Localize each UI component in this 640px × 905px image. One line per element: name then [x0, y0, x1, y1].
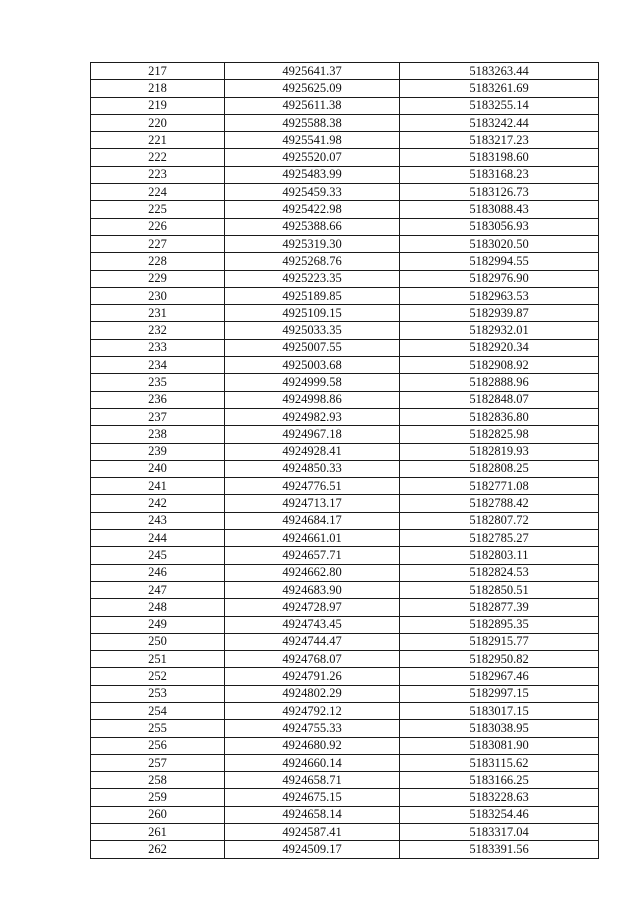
table-row [91, 357, 599, 374]
point-number-cell: 239 [91, 443, 225, 460]
y-coordinate-cell: 5183228.63 [400, 789, 599, 806]
table-row [91, 478, 599, 495]
x-coordinate-cell: 4924967.18 [225, 426, 400, 443]
y-coordinate-cell: 5183261.69 [400, 80, 599, 97]
x-coordinate-cell: 4924658.71 [225, 772, 400, 789]
x-coordinate-cell: 4925033.35 [225, 322, 400, 339]
table-row [91, 616, 599, 633]
point-number-cell: 237 [91, 408, 225, 425]
y-coordinate-cell: 5182819.93 [400, 443, 599, 460]
table-row [91, 530, 599, 547]
x-coordinate-cell: 4924657.71 [225, 547, 400, 564]
y-coordinate-cell: 5182888.96 [400, 374, 599, 391]
point-number-cell: 241 [91, 478, 225, 495]
table-row [91, 132, 599, 149]
point-number-cell: 230 [91, 287, 225, 304]
table-row [91, 495, 599, 512]
y-coordinate-cell: 5182976.90 [400, 270, 599, 287]
y-coordinate-cell: 5182803.11 [400, 547, 599, 564]
y-coordinate-cell: 5183166.25 [400, 772, 599, 789]
x-coordinate-cell: 4925422.98 [225, 201, 400, 218]
point-number-cell: 228 [91, 253, 225, 270]
point-number-cell: 218 [91, 80, 225, 97]
point-number-cell: 250 [91, 633, 225, 650]
table-row [91, 184, 599, 201]
table-row [91, 702, 599, 719]
y-coordinate-cell: 5183242.44 [400, 114, 599, 131]
point-number-cell: 248 [91, 599, 225, 616]
point-number-cell: 247 [91, 581, 225, 598]
table-row [91, 737, 599, 754]
x-coordinate-cell: 4924791.26 [225, 668, 400, 685]
x-coordinate-cell: 4924802.29 [225, 685, 400, 702]
table-row [91, 322, 599, 339]
point-number-cell: 226 [91, 218, 225, 235]
table-row [91, 754, 599, 771]
table-row [91, 841, 599, 858]
y-coordinate-cell: 5182788.42 [400, 495, 599, 512]
y-coordinate-cell: 5183198.60 [400, 149, 599, 166]
x-coordinate-cell: 4924743.45 [225, 616, 400, 633]
x-coordinate-cell: 4925268.76 [225, 253, 400, 270]
y-coordinate-cell: 5182785.27 [400, 530, 599, 547]
y-coordinate-cell: 5182950.82 [400, 651, 599, 668]
table-row [91, 235, 599, 252]
x-coordinate-cell: 4925223.35 [225, 270, 400, 287]
x-coordinate-cell: 4924662.80 [225, 564, 400, 581]
table-row [91, 564, 599, 581]
point-number-cell: 236 [91, 391, 225, 408]
y-coordinate-cell: 5182908.92 [400, 357, 599, 374]
x-coordinate-cell: 4924928.41 [225, 443, 400, 460]
x-coordinate-cell: 4924683.90 [225, 581, 400, 598]
table-row [91, 201, 599, 218]
coordinate-table-body [91, 63, 599, 859]
y-coordinate-cell: 5182808.25 [400, 460, 599, 477]
table-row [91, 270, 599, 287]
point-number-cell: 246 [91, 564, 225, 581]
x-coordinate-cell: 4925483.99 [225, 166, 400, 183]
x-coordinate-cell: 4925459.33 [225, 184, 400, 201]
y-coordinate-cell: 5183263.44 [400, 63, 599, 80]
y-coordinate-cell: 5182824.53 [400, 564, 599, 581]
point-number-cell: 243 [91, 512, 225, 529]
y-coordinate-cell: 5183038.95 [400, 720, 599, 737]
y-coordinate-cell: 5182994.55 [400, 253, 599, 270]
x-coordinate-cell: 4924587.41 [225, 824, 400, 841]
table-row [91, 789, 599, 806]
table-row [91, 339, 599, 356]
point-number-cell: 231 [91, 305, 225, 322]
point-number-cell: 240 [91, 460, 225, 477]
point-number-cell: 224 [91, 184, 225, 201]
point-number-cell: 249 [91, 616, 225, 633]
point-number-cell: 256 [91, 737, 225, 754]
table-row [91, 218, 599, 235]
x-coordinate-cell: 4924680.92 [225, 737, 400, 754]
table-row [91, 668, 599, 685]
x-coordinate-cell: 4924660.14 [225, 754, 400, 771]
x-coordinate-cell: 4925109.15 [225, 305, 400, 322]
y-coordinate-cell: 5183088.43 [400, 201, 599, 218]
x-coordinate-cell: 4924728.97 [225, 599, 400, 616]
point-number-cell: 219 [91, 97, 225, 114]
y-coordinate-cell: 5182877.39 [400, 599, 599, 616]
point-number-cell: 221 [91, 132, 225, 149]
table-row [91, 547, 599, 564]
x-coordinate-cell: 4924999.58 [225, 374, 400, 391]
x-coordinate-cell: 4925541.98 [225, 132, 400, 149]
point-number-cell: 262 [91, 841, 225, 858]
table-row [91, 633, 599, 650]
point-number-cell: 260 [91, 806, 225, 823]
x-coordinate-cell: 4925611.38 [225, 97, 400, 114]
y-coordinate-cell: 5182836.80 [400, 408, 599, 425]
point-number-cell: 233 [91, 339, 225, 356]
table-row [91, 806, 599, 823]
point-number-cell: 235 [91, 374, 225, 391]
point-number-cell: 261 [91, 824, 225, 841]
point-number-cell: 223 [91, 166, 225, 183]
y-coordinate-cell: 5182825.98 [400, 426, 599, 443]
y-coordinate-cell: 5182932.01 [400, 322, 599, 339]
point-number-cell: 222 [91, 149, 225, 166]
point-number-cell: 253 [91, 685, 225, 702]
point-number-cell: 252 [91, 668, 225, 685]
y-coordinate-cell: 5183081.90 [400, 737, 599, 754]
y-coordinate-cell: 5183126.73 [400, 184, 599, 201]
table-row [91, 374, 599, 391]
table-row [91, 460, 599, 477]
point-number-cell: 244 [91, 530, 225, 547]
table-row [91, 720, 599, 737]
point-number-cell: 227 [91, 235, 225, 252]
x-coordinate-cell: 4925189.85 [225, 287, 400, 304]
y-coordinate-cell: 5182771.08 [400, 478, 599, 495]
table-row [91, 391, 599, 408]
x-coordinate-cell: 4925625.09 [225, 80, 400, 97]
x-coordinate-cell: 4924684.17 [225, 512, 400, 529]
y-coordinate-cell: 5183115.62 [400, 754, 599, 771]
x-coordinate-cell: 4924755.33 [225, 720, 400, 737]
x-coordinate-cell: 4924658.14 [225, 806, 400, 823]
y-coordinate-cell: 5182850.51 [400, 581, 599, 598]
point-number-cell: 259 [91, 789, 225, 806]
x-coordinate-cell: 4924768.07 [225, 651, 400, 668]
point-number-cell: 232 [91, 322, 225, 339]
y-coordinate-cell: 5183020.50 [400, 235, 599, 252]
x-coordinate-cell: 4925388.66 [225, 218, 400, 235]
y-coordinate-cell: 5183017.15 [400, 702, 599, 719]
y-coordinate-cell: 5183254.46 [400, 806, 599, 823]
y-coordinate-cell: 5183056.93 [400, 218, 599, 235]
y-coordinate-cell: 5182895.35 [400, 616, 599, 633]
y-coordinate-cell: 5182997.15 [400, 685, 599, 702]
y-coordinate-cell: 5183217.23 [400, 132, 599, 149]
x-coordinate-cell: 4924744.47 [225, 633, 400, 650]
table-row [91, 426, 599, 443]
x-coordinate-cell: 4924850.33 [225, 460, 400, 477]
point-number-cell: 242 [91, 495, 225, 512]
point-number-cell: 229 [91, 270, 225, 287]
table-row [91, 651, 599, 668]
x-coordinate-cell: 4924675.15 [225, 789, 400, 806]
x-coordinate-cell: 4925319.30 [225, 235, 400, 252]
table-row [91, 253, 599, 270]
table-row [91, 166, 599, 183]
coordinate-table [90, 62, 599, 859]
point-number-cell: 254 [91, 702, 225, 719]
y-coordinate-cell: 5182967.46 [400, 668, 599, 685]
y-coordinate-cell: 5182848.07 [400, 391, 599, 408]
table-row [91, 63, 599, 80]
y-coordinate-cell: 5182920.34 [400, 339, 599, 356]
point-number-cell: 257 [91, 754, 225, 771]
point-number-cell: 220 [91, 114, 225, 131]
x-coordinate-cell: 4925007.55 [225, 339, 400, 356]
table-row [91, 581, 599, 598]
x-coordinate-cell: 4924792.12 [225, 702, 400, 719]
y-coordinate-cell: 5182963.53 [400, 287, 599, 304]
table-row [91, 824, 599, 841]
table-row [91, 149, 599, 166]
x-coordinate-cell: 4924661.01 [225, 530, 400, 547]
table-row [91, 599, 599, 616]
x-coordinate-cell: 4925520.07 [225, 149, 400, 166]
table-row [91, 685, 599, 702]
table-row [91, 408, 599, 425]
y-coordinate-cell: 5183391.56 [400, 841, 599, 858]
point-number-cell: 217 [91, 63, 225, 80]
y-coordinate-cell: 5183168.23 [400, 166, 599, 183]
x-coordinate-cell: 4924982.93 [225, 408, 400, 425]
y-coordinate-cell: 5183317.04 [400, 824, 599, 841]
point-number-cell: 251 [91, 651, 225, 668]
point-number-cell: 255 [91, 720, 225, 737]
x-coordinate-cell: 4924776.51 [225, 478, 400, 495]
x-coordinate-cell: 4924713.17 [225, 495, 400, 512]
x-coordinate-cell: 4924509.17 [225, 841, 400, 858]
y-coordinate-cell: 5182915.77 [400, 633, 599, 650]
y-coordinate-cell: 5183255.14 [400, 97, 599, 114]
table-row [91, 305, 599, 322]
table-row [91, 114, 599, 131]
table-row [91, 443, 599, 460]
table-row [91, 80, 599, 97]
table-row [91, 772, 599, 789]
x-coordinate-cell: 4924998.86 [225, 391, 400, 408]
point-number-cell: 258 [91, 772, 225, 789]
x-coordinate-cell: 4925003.68 [225, 357, 400, 374]
x-coordinate-cell: 4925588.38 [225, 114, 400, 131]
table-row [91, 287, 599, 304]
point-number-cell: 225 [91, 201, 225, 218]
point-number-cell: 245 [91, 547, 225, 564]
table-row [91, 97, 599, 114]
table-row [91, 512, 599, 529]
y-coordinate-cell: 5182807.72 [400, 512, 599, 529]
point-number-cell: 238 [91, 426, 225, 443]
x-coordinate-cell: 4925641.37 [225, 63, 400, 80]
point-number-cell: 234 [91, 357, 225, 374]
y-coordinate-cell: 5182939.87 [400, 305, 599, 322]
